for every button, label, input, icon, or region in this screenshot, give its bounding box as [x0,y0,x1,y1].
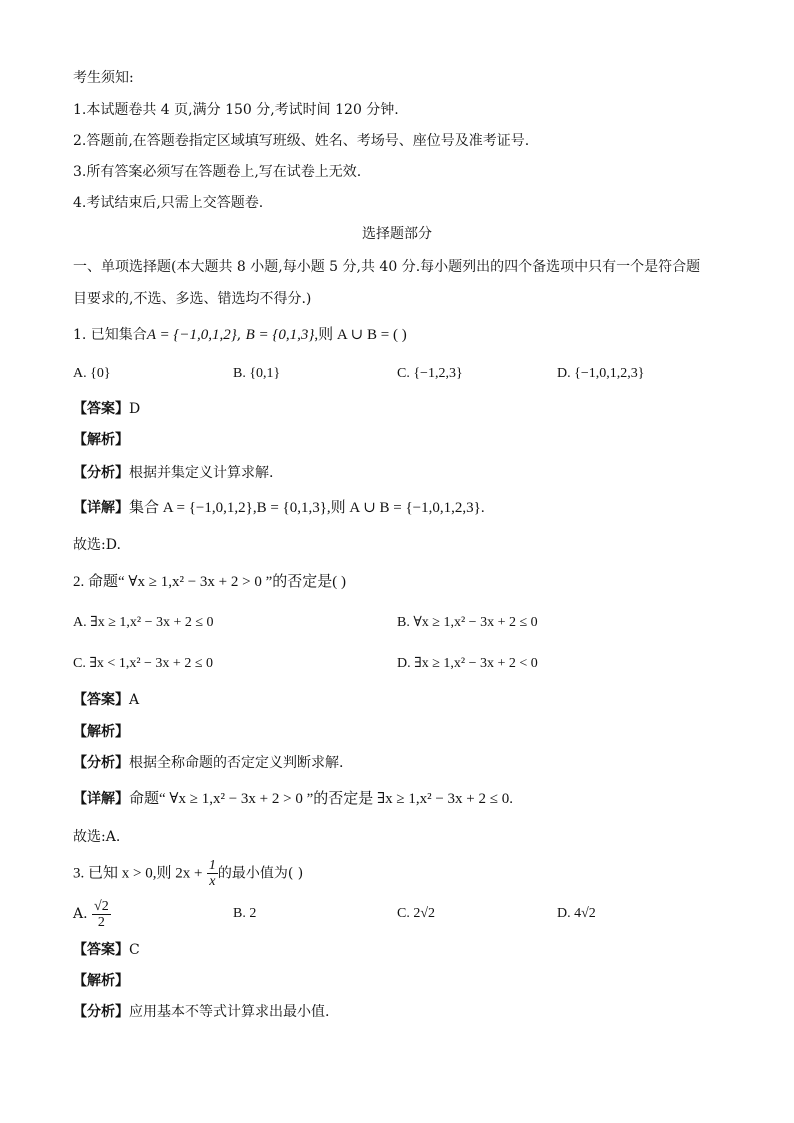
q3-stem-suffix: 的最小值为( ) [217,865,304,882]
q1-conclusion: 故选:D. [73,537,121,553]
q2-detail-row [73,789,513,809]
q2-thinking-label: 【分析】 [73,755,129,771]
q2-detail: 命题“ ∀x ≥ 1,x² − 3x + 2 > 0 ”的否定是 ∃x ≥ 1,x² − 3x + 2 ≤ 0. [129,791,513,807]
q2-detail-label: 【详解】 [73,791,129,807]
q2-option-b: B. ∀x ≥ 1,x² − 3x + 2 ≤ 0 [397,615,538,630]
q3-option-a-fraction [92,899,111,930]
q1-option-a: A. {0} [73,366,111,381]
q2-analysis-label: 【解析】 [73,724,129,740]
q1-set-a: A = {−1,0,1,2} [146,327,237,343]
q1-set-b: B = {0,1,3} [245,327,315,343]
q1-detail-label: 【详解】 [73,500,129,516]
q1-answer-label: 【答案】 [73,401,129,417]
q1-answer-row [73,399,140,419]
q2-conclusion: 故选:A. [73,829,121,845]
part1-intro-line1: 一、单项选择题(本大题共 8 小题,每小题 5 分,共 40 分.每小题列出的四个备选项中只有一个是符合题 [73,259,701,275]
q1-stem-suffix: ,则 A ∪ B = ( ) [314,327,407,343]
notice-item-3: 3.所有答案必须写在答题卷上,写在试卷上无效. [73,164,362,180]
q2-option-c: C. ∃x < 1,x² − 3x + 2 ≤ 0 [73,656,213,671]
notice-item-4: 4.考试结束后,只需上交答题卷. [73,195,264,211]
notice-title: 考生须知: [73,70,134,86]
section-title: 选择题部分 [362,226,432,242]
q3-thinking-label: 【分析】 [73,1004,129,1020]
part1-intro-line2: 目要求的,不选、多选、错选均不得分.) [73,291,312,307]
q3-option-a-den: 2 [97,914,105,930]
q3-option-d: D. 4√2 [557,906,596,921]
q2-answer: A [129,692,140,708]
q1-answer: D [129,401,141,417]
q1-detail: 集合 A = {−1,0,1,2},B = {0,1,3},则 A ∪ B = {−1,0,1,2,3}. [129,500,485,516]
q3-fraction [207,858,218,889]
q1-thinking-row [73,463,273,483]
q3-option-a-num: √2 [94,898,109,914]
q3-stem [73,858,303,889]
q2-option-a: A. ∃x ≥ 1,x² − 3x + 2 ≤ 0 [73,615,214,630]
q2-thinking-row [73,753,343,773]
q2-answer-label: 【答案】 [73,692,129,708]
q1-sep: , [236,327,242,343]
q1-option-b: B. {0,1} [233,366,281,381]
q1-thinking: 根据并集定义计算求解. [129,465,274,481]
notice-item-1: 1.本试题卷共 4 页,满分 150 分,考试时间 120 分钟. [73,102,399,118]
q3-answer-label: 【答案】 [73,942,129,958]
q1-stem-prefix: 1. 已知集合 [73,327,147,343]
q2-answer-row [73,690,139,710]
q3-thinking-row [73,1002,329,1022]
q1-thinking-label: 【分析】 [73,465,129,481]
q3-thinking: 应用基本不等式计算求出最小值. [129,1004,330,1020]
q3-frac-den: x [209,874,216,889]
q3-answer: C [129,942,140,958]
q2-option-d: D. ∃x ≥ 1,x² − 3x + 2 < 0 [397,656,538,671]
q2-thinking: 根据全称命题的否定定义判断求解. [129,755,344,771]
q1-stem [73,325,407,345]
q3-analysis-label: 【解析】 [73,973,129,989]
q3-option-a [73,897,111,931]
q3-option-c: C. 2√2 [397,906,436,921]
q1-analysis-label: 【解析】 [73,432,129,448]
q1-option-d: D. {−1,0,1,2,3} [557,366,645,381]
q2-stem: 2. 命题“ ∀x ≥ 1,x² − 3x + 2 > 0 ”的否定是( ) [73,574,346,590]
q3-option-b: B. 2 [233,906,257,921]
q3-frac-num: 1 [208,858,216,873]
q3-answer-row [73,940,140,960]
notice-item-2: 2.答题前,在答题卷指定区域填写班级、姓名、考场号、座位号及准考证号. [73,133,530,149]
q1-detail-row [73,498,485,518]
q1-option-c: C. {−1,2,3} [397,366,463,381]
q3-option-a-label: A. [73,906,88,922]
q3-stem-prefix: 3. 已知 x > 0,则 2x + [73,865,203,882]
